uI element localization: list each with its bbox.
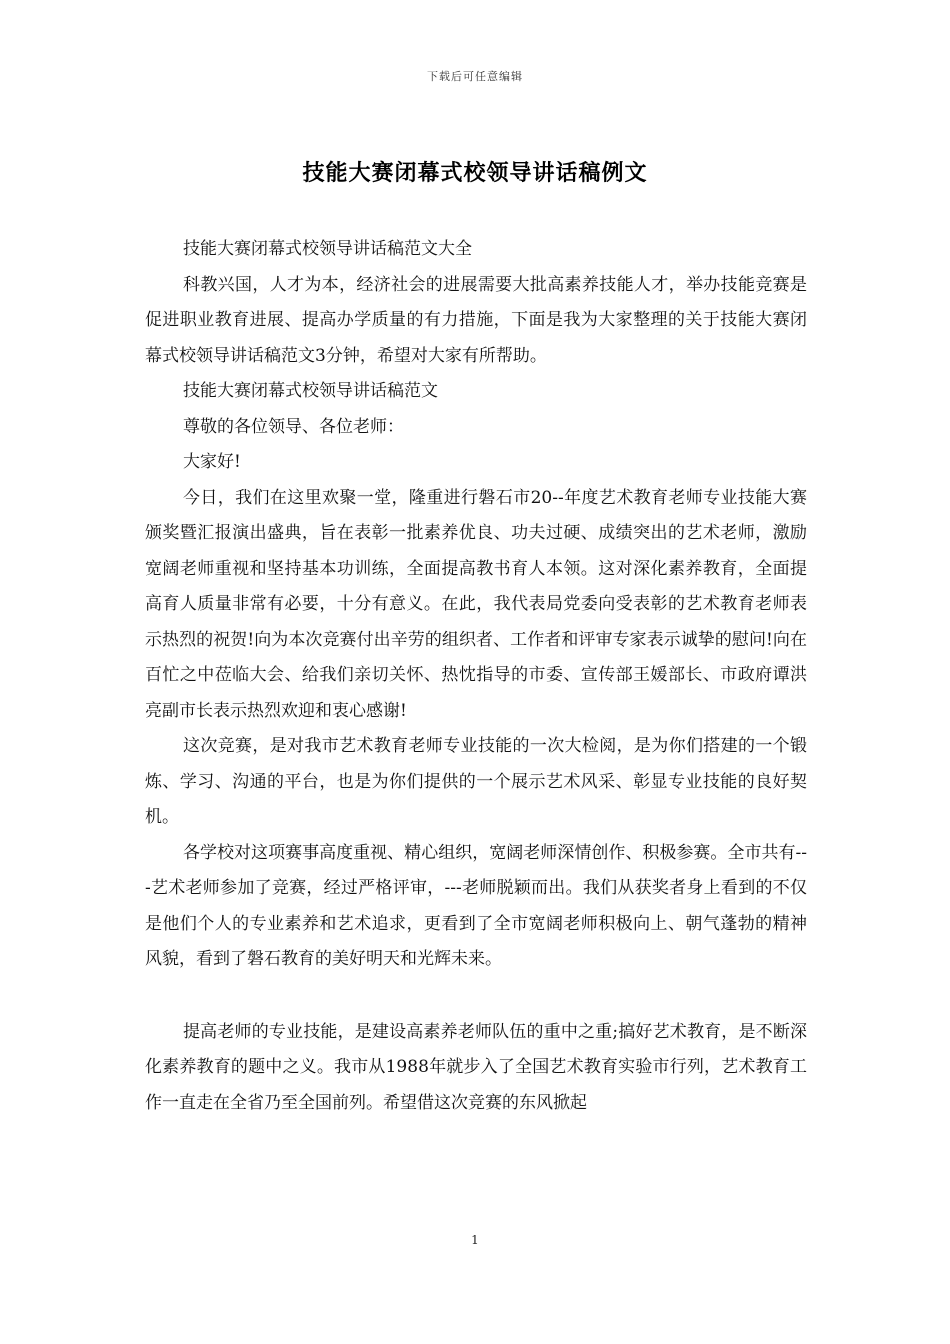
intro-paragraph: 科教兴国，人才为本，经济社会的进展需要大批高素养技能人才，举办技能竞赛是促进职业教育进展、提高办学质量的有力措施，下面是我为大家整理的关于技能大赛闭幕式校领导讲话稿范文3分钟，希望对大家有所帮助。	[145, 274, 807, 366]
speech-paragraph: 这次竞赛，是对我市艺术教育老师专业技能的一次大检阅，是为你们搭建的一个锻炼、学习、沟通的平台，也是为你们提供的一个展示艺术风采、彰显专业技能的良好契机。	[145, 736, 807, 827]
speech-paragraph: 提高老师的专业技能，是建设高素养老师队伍的重中之重;搞好艺术教育，是不断深化素养教育的题中之义。我市从1988年就步入了全国艺术教育实验市行列，艺术教育工作一直走在全省乃至全国前列。希望借这次竞赛的东风掀起	[145, 1021, 807, 1113]
section-heading: 技能大赛闭幕式校领导讲话稿范文	[183, 381, 438, 401]
greeting: 大家好!	[183, 452, 241, 472]
speech-paragraph: 今日，我们在这里欢聚一堂，隆重进行磐石市20--年度艺术教育老师专业技能大赛颁奖暨汇报演出盛典，旨在表彰一批素养优良、功夫过硬、成绩突出的艺术老师，激励宽阔老师重视和坚持基本功训练，全面提高教书育人本领。这对深化素养教育，全面提高育人质量非常有必要，十分有意义。在此，我代表局党委向受表彰的艺术教育老师表示热烈的祝贺!向为本次竞赛付出辛劳的组织者、工作者和评审专家表示诚挚的慰问!向在百忙之中莅临大会、给我们亲切关怀、热忱指导的市委、宣传部王媛部长、市政府谭洪亮副市长表示热烈欢迎和衷心感谢!	[145, 487, 807, 721]
salutation: 尊敬的各位领导、各位老师：	[183, 416, 404, 437]
document-body	[145, 232, 807, 1121]
paragraph-gap	[145, 978, 807, 1015]
page-number: 1	[471, 1233, 479, 1247]
page-header: 下载后可任意编辑	[427, 70, 523, 83]
speech-paragraph: 各学校对这项赛事高度重视、精心组织，宽阔老师深情创作、积极参赛。全市共有---艺术老师参加了竞赛，经过严格评审，---老师脱颖而出。我们从获奖者身上看到的不仅是他们个人的专业素养和艺术追求，更看到了全市宽阔老师积极向上、朝气蓬勃的精神风貌，看到了磐石教育的美好明天和光辉未来。	[145, 842, 807, 969]
subtitle-paragraph: 技能大赛闭幕式校领导讲话稿范文大全	[183, 239, 472, 259]
document-title: 技能大赛闭幕式校领导讲话稿例文	[302, 160, 648, 186]
